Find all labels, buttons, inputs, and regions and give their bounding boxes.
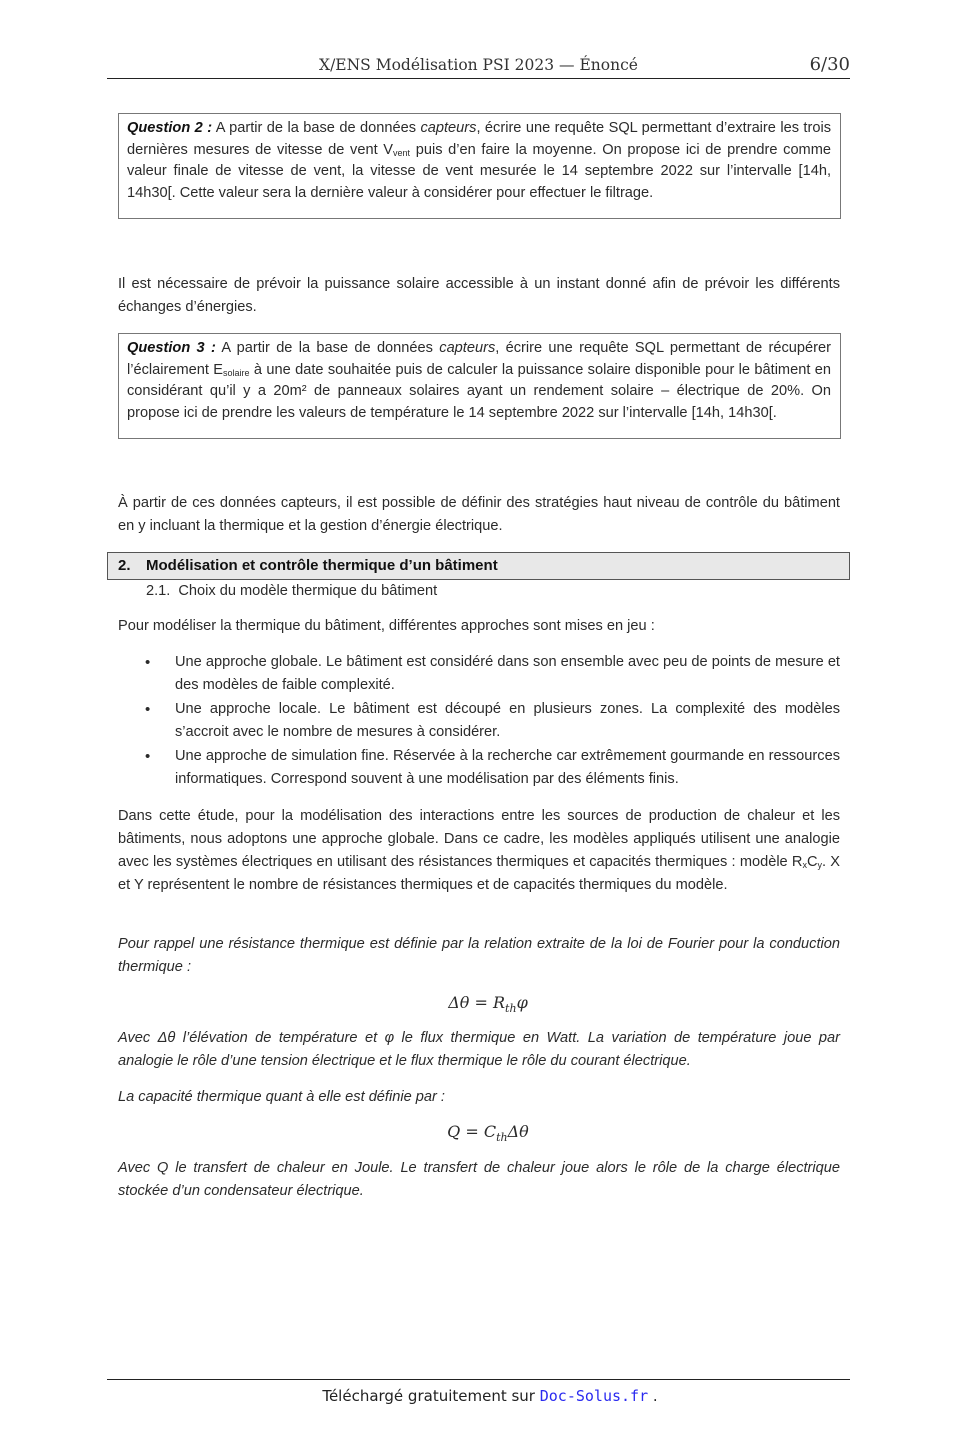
- equation-thermal-capacity: $Q = C_{th}\Delta\theta$: [447, 1122, 529, 1144]
- subsection-number: 2.1.: [146, 583, 171, 599]
- paragraph-avec-2: Avec Q le transfert de chaleur en Joule. Le transfert de chaleur joue alors le rôle de la charge électrique stockée d’un condensateur électrique.: [118, 1160, 840, 1199]
- section-title: Modélisation et contrôle thermique d’un bâtiment: [146, 557, 498, 574]
- list-item: • Une approche locale. Le bâtiment est découpé en plusieurs zones. La complexité des modèles s’accroit avec le nombre de mesures à considérer.: [118, 698, 840, 744]
- section-2-heading: [107, 552, 850, 580]
- footer-link[interactable]: Doc-Solus.fr: [539, 1387, 649, 1405]
- header-title: X/ENS Modélisation PSI 2023 — Énoncé: [319, 56, 638, 74]
- paragraph-rappel: Pour rappel une résistance thermique est définie par la relation extraite de la loi de Fourier pour la conduction thermique :: [118, 936, 840, 975]
- page-header: [107, 54, 850, 79]
- footer-text: Téléchargé gratuitement sur: [322, 1387, 540, 1405]
- paragraph-strategies: À partir de ces données capteurs, il est possible de définir des stratégies haut niveau de contrôle du bâtiment en y incluant la thermique et la gestion d’énergie électrique.: [118, 495, 840, 534]
- question-3-box: Question 3 : A partir de la base de données capteurs, écrire une requête SQL permettant de récupérer l’éclairement $E_{solaire}$ à une date souhaitée puis de calculer la puissance solaire disponible pour le bâtiment en considérant qu’il y a 20m² de panneaux solaires ayant un rendement solaire – électrique de 20%. On propose ici de prendre les valeurs de température le 14 septembre 2022 sur l’intervalle [14h, 14h30[.: [118, 333, 841, 439]
- list-item: • Une approche de simulation fine. Réservée à la recherche car extrêmement gourmande en ressources informatiques. Correspond souvent à une modélisation par des éléments finis.: [118, 745, 840, 791]
- approaches-list: [118, 651, 840, 792]
- paragraph-solar-power: Il est nécessaire de prévoir la puissance solaire accessible à un instant donné afin de prévoir les différents échanges d’énergies.: [118, 276, 840, 315]
- page-footer: Téléchargé gratuitement sur Doc-Solus.fr .: [322, 1387, 658, 1405]
- footer-divider: [107, 1379, 850, 1380]
- paragraph-capacite: La capacité thermique quant à elle est définie par :: [118, 1089, 445, 1105]
- section-number: 2.: [118, 557, 131, 574]
- question-2-label: Question 2 :: [127, 120, 213, 136]
- question-2-box: Question 2 : A partir de la base de données capteurs, écrire une requête SQL permettant d’extraire les trois dernières mesures de vitesse de vent $V_{vent}$ puis d’en faire la moyenne. On propose ici de prendre comme valeur finale de vitesse de vent, la vitesse de vent mesurée le 14 septembre 2022 sur l’intervalle [14h, 14h30[. Cette valeur sera la dernière valeur à considérer pour effectuer le filtrage.: [118, 113, 841, 219]
- paragraph-intro: Pour modéliser la thermique du bâtiment, différentes approches sont mises en jeu :: [118, 618, 655, 634]
- question-3-label: Question 3 :: [127, 340, 216, 356]
- page-number: 6/30: [809, 54, 850, 75]
- subsection-2-1-heading: [146, 581, 437, 601]
- paragraph-avec-1: Avec Δθ l’élévation de température et φ le flux thermique en Watt. La variation de température joue par analogie le rôle d’une tension électrique et le flux thermique le rôle du courant électrique.: [118, 1030, 840, 1069]
- equation-thermal-resistance: $\Delta\theta = R_{th}\varphi$: [448, 993, 528, 1015]
- paragraph-study: Dans cette étude, pour la modélisation des interactions entre les sources de production de chaleur et les bâtiments, nous adoptons une approche globale. Dans ce cadre, les modèles appliqués utilisent une analogie avec les systèmes électriques en utilisant des résistances thermiques et capacités thermiques : modèle $R_xC_y$. X et Y représentent le nombre de résistances thermiques et de capacités thermiques du modèle.: [118, 808, 840, 893]
- subsection-title: Choix du modèle thermique du bâtiment: [178, 583, 438, 599]
- list-item: • Une approche globale. Le bâtiment est considéré dans son ensemble avec peu de points de mesure et des modèles de faible complexité.: [118, 651, 840, 697]
